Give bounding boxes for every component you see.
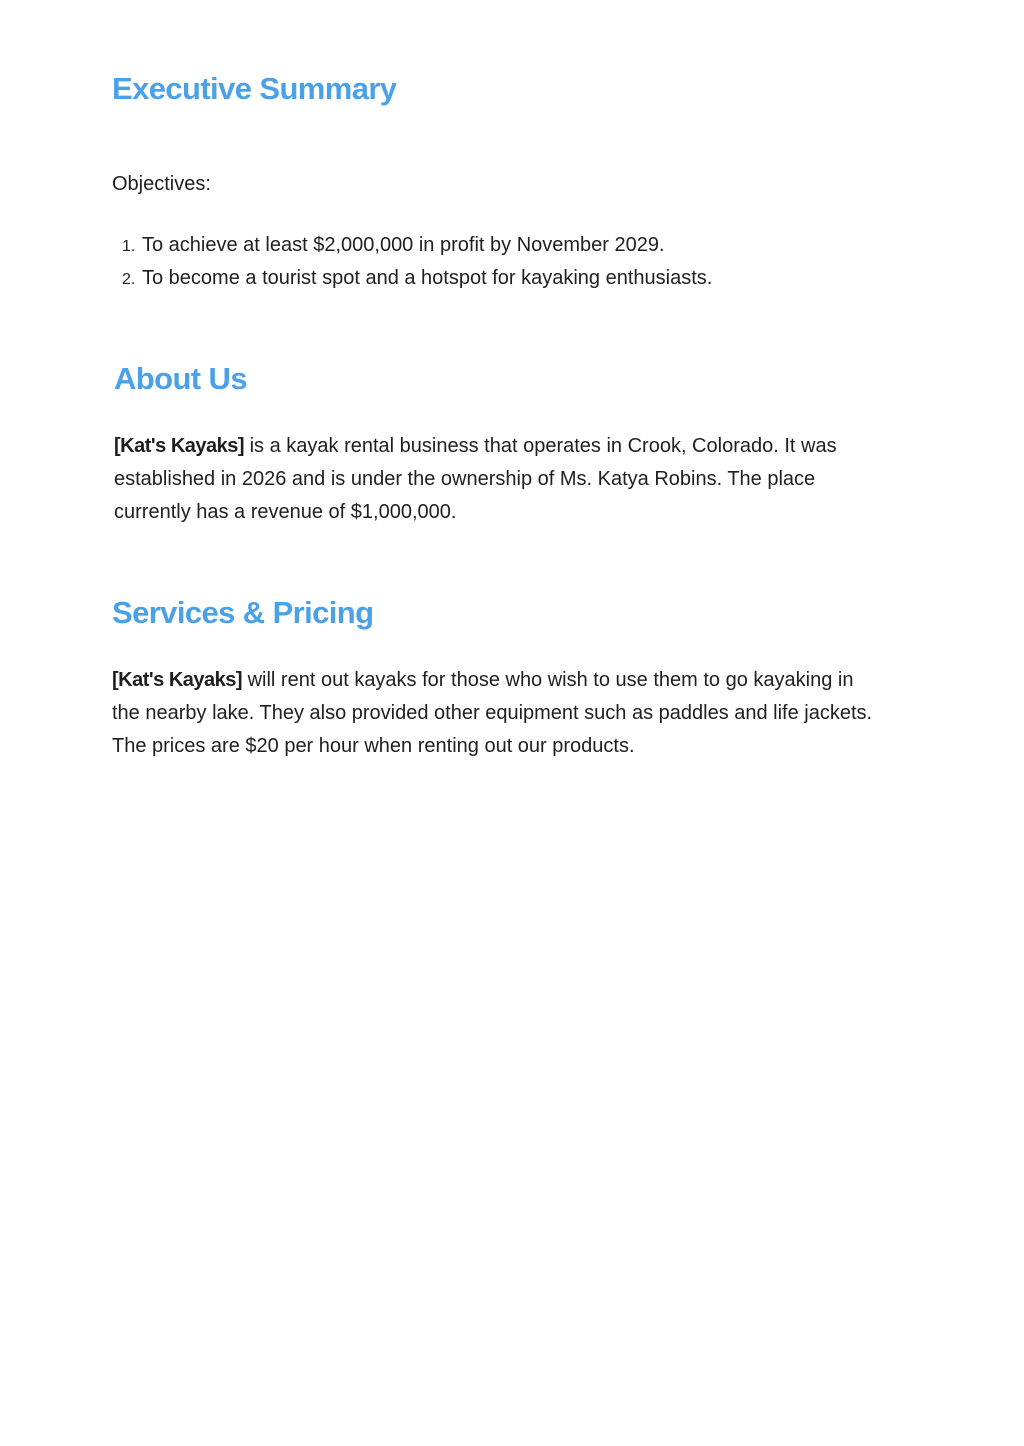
- about-us-paragraph: [114, 430, 914, 529]
- paragraph-line: established in 2026 and is under the ownership of Ms. Katya Robins. The place: [114, 468, 816, 490]
- line-text: is a kayak rental business that operates in Crook, Colorado. It was: [244, 435, 837, 457]
- paragraph-line: [112, 664, 917, 697]
- objective-text: To become a tourist spot and a hotspot for kayaking enthusiasts.: [142, 267, 713, 289]
- objective-number: 2.: [122, 271, 136, 288]
- line-text: will rent out kayaks for those who wish to use them to go kayaking in: [242, 669, 854, 691]
- objective-item-2: [122, 262, 712, 296]
- objective-item-1: [122, 229, 665, 263]
- objectives-label: Objectives:: [112, 173, 211, 195]
- brand-name: [Kat's Kayaks]: [112, 669, 243, 691]
- services-pricing-paragraph: [112, 664, 917, 763]
- services-pricing-heading: Services & Pricing: [112, 595, 374, 630]
- paragraph-line: the nearby lake. They also provided other equipment such as paddles and life jackets.: [112, 702, 873, 724]
- paragraph-line: [114, 430, 914, 463]
- brand-name: [Kat's Kayaks]: [114, 435, 245, 457]
- objective-text: To achieve at least $2,000,000 in profit by November 2029.: [142, 234, 665, 256]
- paragraph-line: The prices are $20 per hour when renting out our products.: [112, 735, 635, 757]
- about-us-heading: About Us: [114, 361, 247, 396]
- executive-summary-heading: Executive Summary: [112, 71, 397, 106]
- paragraph-line: currently has a revenue of $1,000,000.: [114, 501, 457, 523]
- objective-number: 1.: [122, 238, 136, 255]
